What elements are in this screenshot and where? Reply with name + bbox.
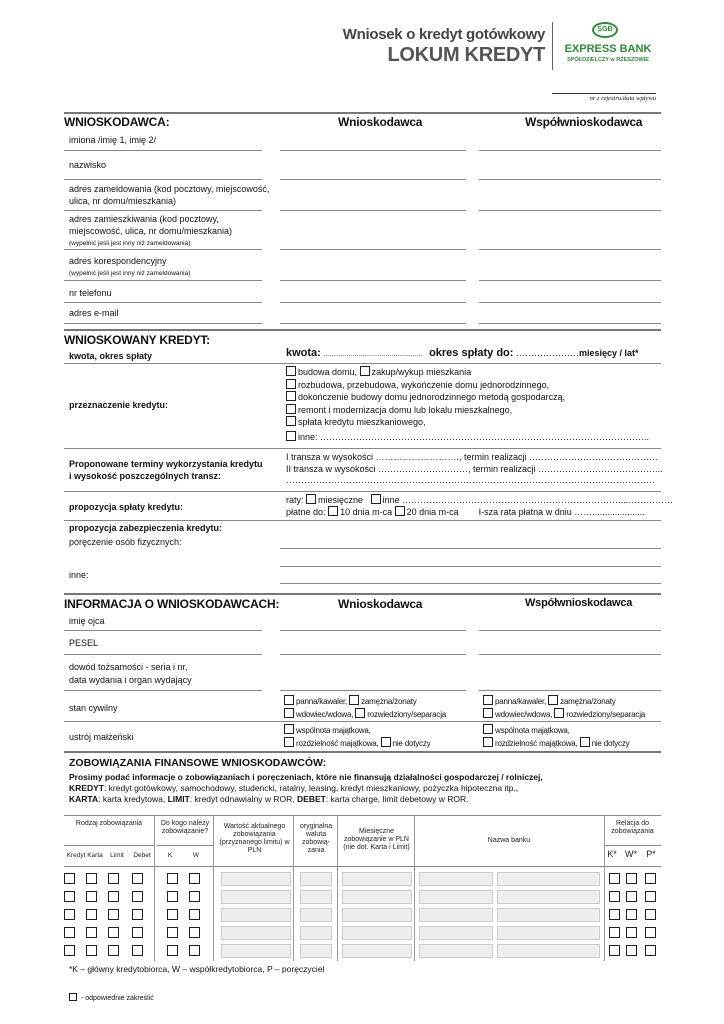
obligation-checkbox[interactable] — [108, 891, 119, 902]
th-sub-kredyt: Kredyt — [66, 852, 86, 859]
raty-monthly-checkbox[interactable] — [306, 494, 316, 504]
obligation-checkbox[interactable] — [626, 909, 637, 920]
th-rel-p: P* — [646, 849, 656, 859]
th-sub-debet: Debet — [133, 852, 151, 859]
field-phone-2[interactable] — [479, 302, 661, 303]
obligation-checkbox[interactable] — [609, 873, 620, 884]
obligation-checkbox[interactable] — [645, 927, 656, 938]
field-value[interactable] — [221, 926, 291, 940]
field-father-1[interactable] — [280, 630, 466, 631]
period-unit: miesięcy / lat* — [578, 348, 639, 358]
obligation-checkbox[interactable] — [167, 927, 178, 938]
key-limit: LIMIT — [167, 794, 190, 804]
field-guarantee[interactable] — [280, 548, 661, 549]
payable-label: płatne do: — [286, 507, 326, 517]
civil-checkbox[interactable] — [483, 708, 493, 718]
th-sub-karta: Karta — [87, 852, 103, 859]
th-type: Rodzaj zobowiązania — [75, 820, 143, 827]
obligation-checkbox[interactable] — [189, 891, 200, 902]
label-guarantee: poręczenie osób fizycznych: — [69, 537, 182, 547]
field-currency[interactable] — [300, 908, 332, 922]
purpose-checkbox[interactable] — [286, 416, 296, 426]
civil-checkbox[interactable] — [355, 708, 365, 718]
product-name: LOKUM KREDYT — [387, 44, 545, 66]
th-sub-w: W — [192, 852, 200, 859]
obligation-checkbox[interactable] — [108, 927, 119, 938]
marital-checkbox[interactable] — [483, 724, 493, 734]
marital-none: nie dotyczy — [591, 739, 630, 748]
obligation-checkbox[interactable] — [132, 873, 143, 884]
purpose-checkbox[interactable] — [286, 366, 296, 376]
label-amount: kwota, okres spłaty — [69, 351, 153, 361]
field-names-1[interactable] — [280, 150, 466, 151]
label-residence-2: miejscowość, ulica, nr domu/mieszkania) — [69, 226, 233, 236]
raty-other[interactable]: inne ………………………………………………………………....…………… — [382, 495, 674, 505]
field-bank-a[interactable] — [419, 944, 493, 958]
obligation-checkbox[interactable] — [108, 909, 119, 920]
field-email-2[interactable] — [479, 323, 661, 324]
section-applicant: WNIOSKODAWCA: — [64, 115, 170, 129]
field-value[interactable] — [221, 944, 291, 958]
th-to-whom: Do kogo należy zobowiązanie? — [160, 820, 210, 835]
field-monthly[interactable] — [342, 908, 412, 922]
th-sub-limit: Limit — [110, 852, 124, 859]
th-monthly: Miesięczne zobowiązanie w PLN (nie dot. Karta i Limit) — [343, 828, 410, 851]
obligation-checkbox[interactable] — [108, 945, 119, 956]
civil-divorced: rozwiedziony/separacja — [566, 710, 646, 719]
marital-none: nie dotyczy — [392, 739, 431, 748]
note-correspondence: (wypełnić jeśli jest inny niż zameldowania) — [69, 270, 191, 277]
obligations-intro — [69, 772, 661, 805]
logo-divider — [552, 22, 553, 70]
register-note: nr z rejestru/data wpływu — [589, 95, 656, 102]
field-bank-b[interactable] — [497, 926, 600, 940]
obligation-checkbox[interactable] — [64, 909, 75, 920]
field-registered-2[interactable] — [479, 210, 661, 211]
civil-checkbox[interactable] — [483, 695, 493, 705]
key-debet: DEBET — [297, 794, 326, 804]
purpose-6[interactable]: inne: ……………………………………………………………………………………………….. — [298, 431, 650, 442]
field-currency[interactable] — [300, 944, 332, 958]
civil-checkbox[interactable] — [349, 695, 359, 705]
purpose-3: dokończenie budowy domu jednorodzinnego metodą gospodarczą, — [298, 392, 566, 402]
label-collateral: propozycja zabezpieczenia kredytu: — [69, 523, 223, 533]
obligation-checkbox[interactable] — [626, 891, 637, 902]
obligation-checkbox[interactable] — [64, 891, 75, 902]
label-surname: nazwisko — [69, 160, 107, 170]
label-tranches-1: Proponowane terminy wykorzystania kredytu — [69, 459, 263, 469]
field-id-2[interactable] — [479, 690, 661, 691]
obligation-checkbox[interactable] — [86, 873, 97, 884]
field-currency[interactable] — [300, 926, 332, 940]
obligation-checkbox[interactable] — [64, 945, 75, 956]
field-bank-a[interactable] — [419, 926, 493, 940]
day10-checkbox[interactable] — [328, 506, 338, 516]
obligation-checkbox[interactable] — [189, 945, 200, 956]
desc-debet: : karta charge, limit debetowy w ROR. — [325, 794, 469, 804]
field-currency[interactable] — [300, 890, 332, 904]
obligation-checkbox[interactable] — [609, 945, 620, 956]
civil-checkbox[interactable] — [554, 708, 564, 718]
civil-single: panna/kawaler, — [296, 697, 348, 706]
tranches — [286, 452, 663, 487]
field-names-2[interactable] — [479, 150, 661, 151]
obligation-checkbox[interactable] — [189, 927, 200, 938]
obligation-checkbox[interactable] — [626, 945, 637, 956]
info-col-applicant: Wnioskodawca — [338, 597, 423, 611]
marital-coapplicant — [483, 724, 629, 750]
key-kredyt: KREDYT — [69, 783, 104, 793]
amount-text: kwota: — [286, 347, 321, 359]
purpose-4: remont i modernizacja domu lub lokalu mieszkalnego, — [298, 404, 513, 415]
label-civil: stan cywilny — [69, 703, 118, 713]
purpose-checkbox[interactable] — [286, 391, 296, 401]
civil-coapplicant — [483, 695, 645, 721]
purpose-checkbox[interactable] — [286, 431, 296, 441]
day20: 20 dnia m-ca — [406, 507, 459, 517]
field-value[interactable] — [221, 890, 291, 904]
field-bank-b[interactable] — [497, 872, 600, 886]
obligation-checkbox[interactable] — [132, 945, 143, 956]
field-bank-b[interactable] — [497, 908, 600, 922]
marital-separate: rozdzielność majątkowa, — [296, 739, 379, 748]
marital-common: wspólnota majątkowa, — [495, 726, 570, 735]
label-tranches-2: i wysokość poszczególnych transz: — [69, 471, 222, 481]
obligation-checkbox[interactable] — [64, 927, 75, 938]
civil-checkbox[interactable] — [548, 695, 558, 705]
obligation-checkbox[interactable] — [64, 873, 75, 884]
col-coapplicant: Współwnioskodawca — [525, 115, 643, 129]
obligation-checkbox[interactable] — [86, 891, 97, 902]
desc-kredyt: : kredyt gotówkowy, samochodowy, studencki, ratalny, leasing, kredyt mieszkaniowy, pożyczka hipoteczna itp., — [103, 783, 519, 793]
field-correspondence-1[interactable] — [280, 280, 466, 281]
label-repayment: propozycja spłaty kredytu: — [69, 502, 184, 512]
civil-applicant — [284, 695, 446, 721]
note-residence: (wypełnić jeśli jest inny niż zameldowania) — [69, 240, 191, 247]
desc-limit: : kredyt odnawialny w ROR, — [189, 794, 298, 804]
logo-badge-icon — [592, 22, 618, 38]
day20-checkbox[interactable] — [395, 506, 405, 516]
field-bank-b[interactable] — [497, 944, 600, 958]
field-monthly[interactable] — [342, 944, 412, 958]
obligation-checkbox[interactable] — [86, 909, 97, 920]
field-surname-2[interactable] — [479, 179, 661, 180]
field-registered-1[interactable] — [280, 210, 466, 211]
obligation-checkbox[interactable] — [609, 927, 620, 938]
obligation-checkbox[interactable] — [86, 927, 97, 938]
field-monthly[interactable] — [342, 872, 412, 886]
period-dots[interactable]: ………………… — [515, 348, 579, 358]
obligation-checkbox[interactable] — [189, 873, 200, 884]
raty-other-checkbox[interactable] — [371, 494, 381, 504]
obligation-checkbox[interactable] — [189, 909, 200, 920]
label-residence-1: adres zamieszkiwania (kod pocztowy, — [69, 214, 219, 224]
purpose-0: budowa domu, — [298, 367, 358, 377]
th-value: Wartość aktualnego zobowiązania (przyznanego limitu) w PLN — [219, 823, 290, 854]
th-rel-k: K* — [607, 849, 617, 859]
obligation-checkbox[interactable] — [645, 891, 656, 902]
th-relation: Relacja do zobowiązania — [611, 820, 654, 835]
label-id-2: data wydania i organ wydający — [69, 675, 192, 685]
field-monthly[interactable] — [342, 890, 412, 904]
label-purpose: przeznaczenie kredytu: — [69, 400, 169, 410]
obligation-checkbox[interactable] — [132, 891, 143, 902]
purpose-5: spłata kredytu mieszkaniowego, — [298, 417, 426, 427]
field-pesel-1[interactable] — [280, 654, 466, 655]
logo-name: EXPRESS BANK — [564, 43, 652, 55]
bank-logo — [558, 22, 658, 70]
obligation-checkbox[interactable] — [645, 945, 656, 956]
field-residence-1[interactable] — [280, 249, 466, 250]
marital-checkbox[interactable] — [483, 737, 493, 747]
obligation-checkbox[interactable] — [609, 891, 620, 902]
field-value[interactable] — [221, 872, 291, 886]
marital-checkbox[interactable] — [381, 737, 391, 747]
label-registered-1: adres zameldowania (kod pocztowy, miejscowość, — [69, 184, 270, 194]
obligations-intro-text: Prosimy podać informacje o zobowiązaniach i poręczeniach, które nie finansują działalności gospodarczej / rolniczej, — [69, 772, 543, 782]
label-correspondence: adres korespondencyjny — [69, 256, 167, 266]
section-info: INFORMACJA O WNIOSKODAWCACH: — [64, 597, 280, 611]
col-applicant: Wnioskodawca — [338, 115, 423, 129]
label-collateral-other: inne: — [69, 570, 89, 580]
field-phone-1[interactable] — [280, 302, 466, 303]
obligation-checkbox[interactable] — [86, 945, 97, 956]
day10: 10 dnia m-ca — [340, 507, 393, 517]
info-col-coapplicant: Współwnioskodawca — [525, 597, 633, 609]
obligation-checkbox[interactable] — [626, 873, 637, 884]
key-karta: KARTA — [69, 794, 99, 804]
field-bank-b[interactable] — [497, 890, 600, 904]
purpose-2: rozbudowa, przebudowa, wykończenie domu jednorodzinnego, — [298, 379, 550, 390]
marital-checkbox[interactable] — [284, 724, 294, 734]
tranche-1[interactable]: I transza w wysokości ………………………., termin realizacji ……………………………………. — [286, 452, 658, 462]
raty-monthly: miesięczne — [318, 495, 364, 505]
logo-badge-text: SGB — [597, 26, 613, 33]
purpose-checkbox[interactable] — [286, 379, 296, 389]
civil-widow: wdowiec/wdowa, — [296, 710, 354, 719]
field-residence-2[interactable] — [479, 249, 661, 250]
repayment — [286, 494, 673, 518]
civil-checkbox[interactable] — [284, 708, 294, 718]
section-credit: WNIOSKOWANY KREDYT: — [64, 333, 210, 347]
section-obligations: ZOBOWIĄZANIA FINANSOWE WNIOSKODAWCÓW: — [69, 757, 327, 769]
civil-divorced: rozwiedziony/separacja — [367, 710, 447, 719]
label-registered-2: ulica, nr domu/mieszkania) — [69, 196, 177, 206]
th-currency: oryginalna waluta zobowią-zania — [299, 823, 333, 854]
obligation-checkbox[interactable] — [108, 873, 119, 884]
marital-separate: rozdzielność majątkowa, — [495, 739, 578, 748]
field-collateral-other[interactable] — [280, 583, 661, 584]
register-line — [552, 93, 656, 94]
field-monthly[interactable] — [342, 926, 412, 940]
label-pesel: PESEL — [69, 638, 99, 648]
obligation-checkbox[interactable] — [609, 909, 620, 920]
purpose-1: zakup/wykup mieszkania — [371, 367, 472, 377]
field-bank-a[interactable] — [419, 872, 493, 886]
label-father: imię ojca — [69, 616, 105, 626]
purpose-checkbox[interactable] — [286, 404, 296, 414]
obligation-checkbox[interactable] — [167, 873, 178, 884]
field-surname-1[interactable] — [280, 179, 466, 180]
label-email: adres e-mail — [69, 308, 119, 318]
relation-footnote: *K – główny kredytobiorca, W – współkredytobiorca, P – poręczyciel — [69, 964, 325, 974]
tranche-3[interactable]: …………………………………………………………………………………………………………… — [286, 475, 655, 485]
logo-sub: SPÓŁDZIELCZY w RZESZOWIE — [567, 57, 649, 63]
field-value[interactable] — [221, 908, 291, 922]
field-father-2[interactable] — [479, 630, 661, 631]
obligation-checkbox[interactable] — [132, 909, 143, 920]
purpose-list — [286, 366, 649, 443]
desc-karta: : karta kredytowa, — [98, 794, 168, 804]
field-id-1[interactable] — [280, 690, 466, 691]
obligation-checkbox[interactable] — [626, 927, 637, 938]
obligation-checkbox[interactable] — [132, 927, 143, 938]
field-currency[interactable] — [300, 872, 332, 886]
period-text: okres spłaty do: — [429, 347, 514, 359]
field-bank-a[interactable] — [419, 890, 493, 904]
civil-married: zamężna/żonaty — [361, 697, 417, 706]
label-names: imiona /imię 1, imię 2/ — [69, 135, 157, 145]
form-title: Wniosek o kredyt gotówkowy — [342, 26, 545, 43]
field-email-1[interactable] — [280, 323, 466, 324]
amount-line — [286, 347, 638, 359]
raty-label: raty: — [286, 495, 304, 505]
amount-dots[interactable]: ................................................... — [323, 351, 423, 358]
label-id-1: dowód tożsamości - seria i nr, — [69, 662, 188, 672]
label-phone: nr telefonu — [69, 288, 112, 298]
marital-checkbox[interactable] — [580, 737, 590, 747]
obligation-checkbox[interactable] — [167, 891, 178, 902]
field-pesel-2[interactable] — [479, 654, 661, 655]
legend-text: - odpowiednie zakreślić — [80, 995, 154, 1002]
tranche-2[interactable]: II transza w wysokości …………………………, termin realizacji …………………………………... — [286, 463, 663, 474]
purpose-checkbox[interactable] — [360, 366, 370, 376]
field-bank-a[interactable] — [419, 908, 493, 922]
legend — [69, 993, 154, 1002]
obligation-checkbox[interactable] — [645, 873, 656, 884]
civil-single: panna/kawaler, — [495, 697, 547, 706]
civil-married: zamężna/żonaty — [560, 697, 616, 706]
th-rel-w: W* — [625, 849, 637, 859]
obligation-checkbox[interactable] — [167, 909, 178, 920]
th-bank: Nazwa banku — [487, 837, 531, 844]
first-rate[interactable]: I-sza rata płatna w dniu ……..................... — [478, 507, 645, 517]
label-marital: ustrój małżeński — [69, 732, 134, 742]
marital-applicant — [284, 724, 430, 750]
obligation-checkbox[interactable] — [167, 945, 178, 956]
obligation-checkbox[interactable] — [645, 909, 656, 920]
marital-common: wspólnota majątkowa, — [296, 726, 371, 735]
th-sub-k: K — [167, 852, 173, 859]
field-correspondence-2[interactable] — [479, 280, 661, 281]
marital-checkbox[interactable] — [284, 737, 294, 747]
civil-widow: wdowiec/wdowa, — [495, 710, 553, 719]
civil-checkbox[interactable] — [284, 695, 294, 705]
legend-checkbox-icon — [69, 993, 77, 1001]
